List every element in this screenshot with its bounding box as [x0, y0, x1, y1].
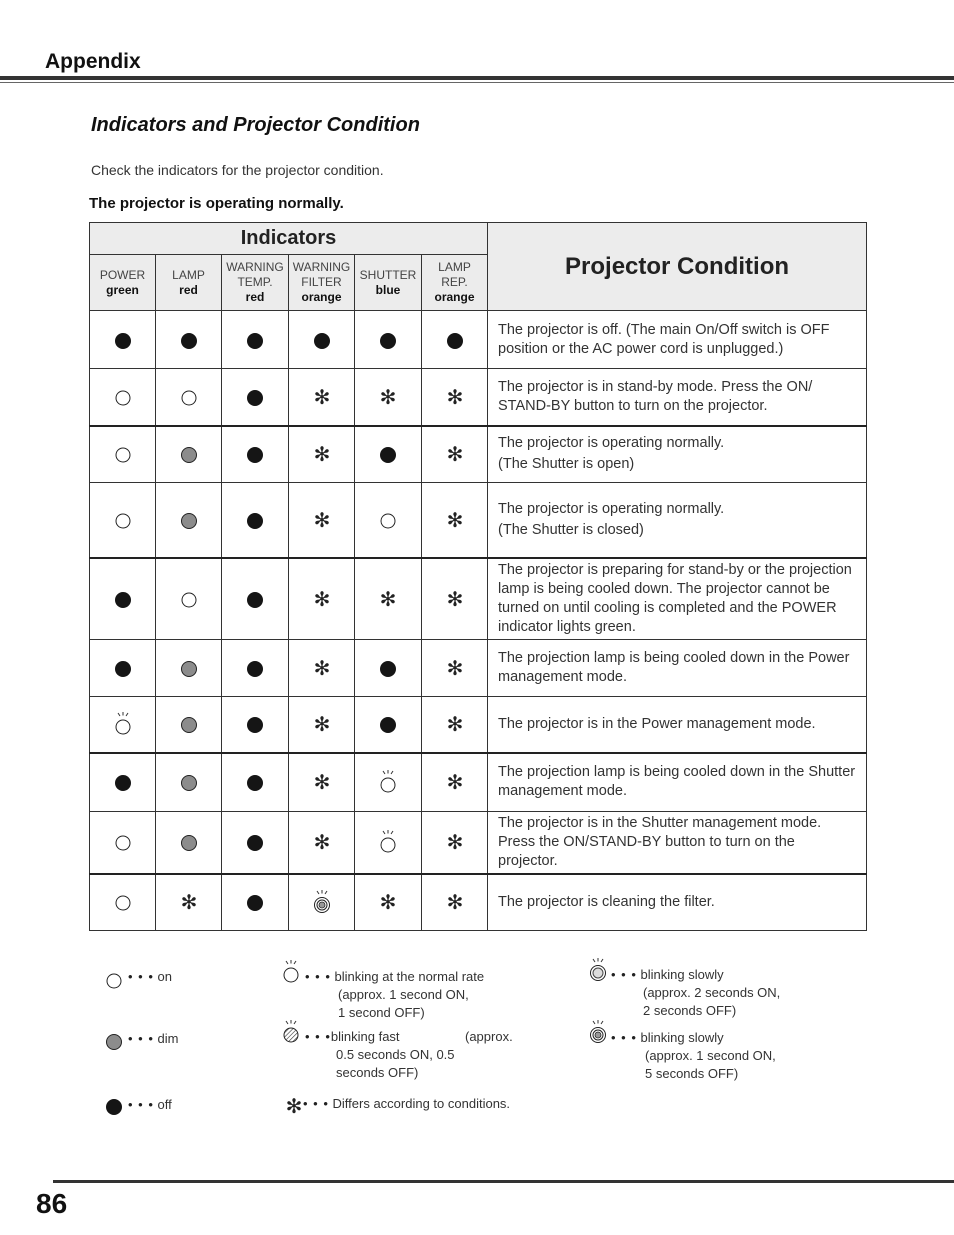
condition-text [488, 639, 867, 696]
condition-line: The projection lamp is being cooled down in the Shutter management mode. [498, 764, 856, 800]
indicator-cell [156, 483, 222, 558]
condition-text [488, 811, 867, 874]
legend-blink-normal-detail: (approx. 1 second ON, 1 second OFF) [338, 987, 469, 1020]
indicator-cell [422, 426, 488, 483]
subheading: The projector is operating normally. [89, 195, 344, 212]
table-row [90, 426, 867, 483]
indicator-cell [289, 639, 355, 696]
svg-text:✻: ✻ [446, 830, 463, 854]
indicator-off-icon [244, 830, 266, 854]
differs-asterisk-icon [444, 770, 466, 794]
indicator-cell [355, 639, 422, 696]
column-header-power [90, 255, 156, 311]
indicator-cell [355, 369, 422, 426]
column-header-warning-filter [289, 255, 355, 311]
indicator-cell [156, 874, 222, 931]
svg-text:✻: ✻ [313, 770, 330, 795]
svg-text:✻: ✻ [446, 655, 463, 680]
indicator-dim-icon [178, 830, 200, 854]
indicator-on-icon [103, 968, 125, 992]
differs-asterisk-icon [311, 712, 333, 736]
legend-dim: • • • dim [128, 1031, 179, 1046]
table-row [90, 558, 867, 640]
table-row [90, 483, 867, 558]
indicator-cell [289, 558, 355, 640]
indicator-cell [156, 696, 222, 753]
legend-blink-slow-a: • • • blinking slowly [611, 967, 724, 982]
header-rule [0, 76, 954, 80]
differs-asterisk-icon [311, 656, 333, 680]
indicator-cell [90, 811, 156, 874]
indicator-off-icon [244, 890, 266, 914]
indicator-dim-icon [103, 1029, 125, 1053]
column-label: POWER [99, 267, 146, 282]
column-label: WARNING [292, 260, 351, 274]
condition-line: The projector is operating normally. [498, 500, 725, 517]
header-rule-thin [0, 82, 954, 83]
legend-blink-fast-detail: 0.5 seconds ON, 0.5 seconds OFF) [336, 1047, 455, 1080]
differs-asterisk-icon [311, 442, 333, 466]
legend-differs-icon [283, 1094, 305, 1118]
indicator-on-icon [112, 442, 134, 466]
column-color: orange [434, 290, 475, 304]
section-title: Appendix [45, 50, 141, 73]
table-row [90, 811, 867, 874]
indicator-off-icon [444, 328, 466, 352]
indicator-cell [156, 753, 222, 811]
column-color: green [106, 282, 139, 297]
indicator-cell [422, 311, 488, 369]
differs-asterisk-icon [311, 770, 333, 794]
table-row [90, 369, 867, 426]
indicator-cell [355, 558, 422, 640]
indicator-cell [90, 426, 156, 483]
indicator-dim-icon [178, 770, 200, 794]
svg-text:✻: ✻ [180, 890, 197, 915]
legend-blink-slow-2s-icon [587, 958, 609, 982]
condition-line: The projector is off. (The main On/Off switch is OFF position or the AC power cord is unplugged.) [498, 321, 830, 357]
page-heading: Indicators and Projector Condition [91, 114, 420, 136]
indicator-off-icon [112, 656, 134, 680]
table-row [90, 753, 867, 811]
condition-line: The projector is in the Power management mode. [498, 715, 816, 732]
differs-asterisk-icon [377, 587, 399, 611]
condition-text [488, 874, 867, 931]
indicator-off-icon [112, 328, 134, 352]
column-label-2: REP. [441, 275, 468, 289]
indicator-table [89, 222, 867, 931]
indicator-on-icon [178, 385, 200, 409]
differs-asterisk-icon [444, 442, 466, 466]
indicator-off-icon [244, 442, 266, 466]
indicator-cell [289, 696, 355, 753]
legend-off: • • • off [128, 1097, 172, 1112]
condition-text [488, 753, 867, 811]
indicator-cell [222, 811, 289, 874]
differs-asterisk-icon [444, 587, 466, 611]
indicator-off-icon [311, 328, 333, 352]
condition-line-2: (The Shutter is closed) [498, 521, 644, 538]
blink-normal-icon [112, 712, 134, 736]
condition-text [488, 483, 867, 558]
column-color: orange [301, 290, 342, 304]
column-label: LAMP [172, 267, 205, 282]
column-color: blue [375, 282, 401, 297]
indicator-cell [422, 483, 488, 558]
indicator-cell [156, 369, 222, 426]
indicator-off-icon [377, 656, 399, 680]
svg-text:✻: ✻ [446, 770, 463, 795]
svg-text:✻: ✻ [313, 712, 330, 737]
indicator-dim-icon [178, 656, 200, 680]
indicator-cell [222, 874, 289, 931]
svg-text:✻: ✻ [313, 507, 330, 532]
indicator-cell [355, 874, 422, 931]
indicator-off-icon [244, 385, 266, 409]
indicator-off-icon [244, 508, 266, 532]
indicator-cell [222, 311, 289, 369]
legend-blink-normal: • • • blinking at the normal rate [305, 969, 485, 984]
column-label: SHUTTER [359, 267, 417, 282]
condition-text [488, 558, 867, 640]
condition-text [488, 696, 867, 753]
table-row [90, 696, 867, 753]
svg-text:✻: ✻ [446, 507, 463, 532]
column-label-2: FILTER [301, 275, 342, 289]
column-label-2: TEMP. [237, 275, 273, 289]
column-header-lamp [156, 255, 222, 311]
differs-asterisk-icon [444, 508, 466, 532]
indicator-cell [222, 639, 289, 696]
indicator-cell [289, 369, 355, 426]
differs-asterisk-icon [283, 1094, 305, 1118]
svg-text:✻: ✻ [285, 1094, 303, 1118]
indicator-cell [355, 753, 422, 811]
indicator-cell [222, 753, 289, 811]
indicator-cell [156, 558, 222, 640]
indicator-cell [289, 811, 355, 874]
legend-on: • • • on [128, 969, 172, 984]
legend-blink-fast-icon [280, 1020, 302, 1044]
differs-asterisk-icon [444, 712, 466, 736]
indicator-cell [289, 874, 355, 931]
indicator-off-icon [112, 770, 134, 794]
indicator-cell [422, 639, 488, 696]
condition-header: Projector Condition [488, 223, 867, 311]
differs-asterisk-icon [444, 656, 466, 680]
indicator-cell [422, 369, 488, 426]
blink-normal-icon [377, 830, 399, 854]
indicator-cell [156, 426, 222, 483]
condition-line: The projector is in stand-by mode. Press the ON/ STAND-BY button to turn on the projector. [498, 378, 813, 414]
column-header-warning-temp [222, 255, 289, 311]
indicator-cell [222, 696, 289, 753]
indicator-cell [355, 696, 422, 753]
page-number: 86 [36, 1188, 68, 1219]
svg-text:✻: ✻ [313, 442, 330, 467]
indicator-cell [422, 874, 488, 931]
legend-off-icon [103, 1094, 125, 1118]
svg-text:✻: ✻ [313, 586, 330, 611]
indicator-cell [90, 874, 156, 931]
indicator-cell [222, 558, 289, 640]
svg-text:✻: ✻ [446, 890, 463, 915]
indicator-cell [422, 811, 488, 874]
indicator-off-icon [178, 328, 200, 352]
differs-asterisk-icon [444, 385, 466, 409]
indicator-on-icon [112, 830, 134, 854]
differs-asterisk-icon [377, 385, 399, 409]
table-row [90, 639, 867, 696]
condition-line: The projector is in the Shutter management mode. Press the ON/STAND-BY button to turn on the projector. [498, 814, 822, 869]
indicator-off-icon [377, 442, 399, 466]
indicator-off-icon [112, 587, 134, 611]
indicator-dim-icon [178, 442, 200, 466]
indicator-cell [355, 426, 422, 483]
differs-asterisk-icon [311, 385, 333, 409]
indicator-cell [422, 753, 488, 811]
indicator-off-icon [244, 712, 266, 736]
indicator-dim-icon [178, 508, 200, 532]
footer-rule [53, 1180, 954, 1183]
indicator-on-icon [112, 890, 134, 914]
condition-line: The projector is cleaning the filter. [498, 893, 715, 910]
blink-fast-icon [280, 1020, 302, 1044]
differs-asterisk-icon [377, 890, 399, 914]
condition-text [488, 311, 867, 369]
svg-text:✻: ✻ [446, 712, 463, 737]
indicator-on-icon [112, 508, 134, 532]
svg-text:✻: ✻ [379, 586, 397, 611]
table-row [90, 874, 867, 931]
legend-blink-slow-a-detail: (approx. 2 seconds ON, 2 seconds OFF) [643, 985, 781, 1018]
indicator-cell [90, 311, 156, 369]
legend-blink-fast-approx: (approx. [465, 1029, 513, 1044]
intro-text: Check the indicators for the projector condition. [91, 162, 384, 178]
indicator-cell [156, 811, 222, 874]
indicator-off-icon [244, 328, 266, 352]
indicator-off-icon [377, 328, 399, 352]
table-row [90, 311, 867, 369]
indicator-off-icon [244, 656, 266, 680]
indicator-cell [222, 369, 289, 426]
condition-text [488, 426, 867, 483]
condition-text [488, 369, 867, 426]
differs-asterisk-icon [178, 890, 200, 914]
indicator-cell [355, 483, 422, 558]
indicator-on-icon [112, 385, 134, 409]
indicator-cell [90, 639, 156, 696]
svg-text:✻: ✻ [446, 442, 463, 467]
legend-blink-normal-icon [280, 960, 302, 984]
differs-asterisk-icon [444, 830, 466, 854]
blink-slow-1s-icon [311, 890, 333, 914]
legend-on-icon [103, 968, 125, 992]
indicator-cell [289, 483, 355, 558]
differs-asterisk-icon [311, 830, 333, 854]
indicators-header: Indicators [90, 223, 488, 255]
svg-text:✻: ✻ [379, 890, 397, 915]
indicator-cell [90, 696, 156, 753]
legend-blink-slow-1s-icon [587, 1020, 609, 1044]
column-header-lamp-rep [422, 255, 488, 311]
condition-line: The projector is preparing for stand-by or the projection lamp is being cooled down. The projector cannot be turned on until cooling is completed and the POWER indicator lights green. [498, 561, 852, 635]
indicator-cell [222, 426, 289, 483]
indicator-cell [90, 483, 156, 558]
indicator-cell [90, 753, 156, 811]
differs-asterisk-icon [311, 508, 333, 532]
column-label: LAMP [438, 260, 471, 274]
indicator-cell [90, 558, 156, 640]
legend-blink-slow-b: • • • blinking slowly [611, 1030, 724, 1045]
indicator-cell [422, 696, 488, 753]
indicator-off-icon [244, 587, 266, 611]
column-color: red [245, 290, 265, 304]
legend-blink-fast: • • •blinking fast [305, 1029, 400, 1044]
svg-text:✻: ✻ [313, 830, 330, 854]
svg-text:✻: ✻ [446, 586, 463, 611]
svg-text:✻: ✻ [313, 384, 330, 409]
indicator-cell [289, 311, 355, 369]
indicator-off-icon [377, 712, 399, 736]
blink-slow-1s-icon [587, 1020, 609, 1044]
svg-text:✻: ✻ [313, 655, 330, 680]
legend-dim-icon [103, 1029, 125, 1053]
condition-line: The projector is operating normally. [498, 435, 725, 452]
indicator-cell [289, 753, 355, 811]
indicator-cell [289, 426, 355, 483]
differs-asterisk-icon [311, 587, 333, 611]
indicator-cell [156, 311, 222, 369]
blink-slow-2s-icon [587, 958, 609, 982]
indicator-off-icon [103, 1094, 125, 1118]
legend-blink-slow-b-detail: (approx. 1 second ON, 5 seconds OFF) [645, 1048, 776, 1081]
column-color: red [179, 282, 198, 297]
indicator-on-icon [178, 587, 200, 611]
column-header-shutter [355, 255, 422, 311]
blink-normal-icon [280, 960, 302, 984]
differs-asterisk-icon [444, 890, 466, 914]
svg-text:✻: ✻ [379, 384, 397, 409]
legend-differs: • • • Differs according to conditions. [303, 1096, 511, 1111]
indicator-dim-icon [178, 712, 200, 736]
indicator-cell [355, 311, 422, 369]
indicator-cell [156, 639, 222, 696]
indicator-on-icon [377, 508, 399, 532]
blink-normal-icon [377, 770, 399, 794]
condition-line: The projection lamp is being cooled down in the Power management mode. [498, 649, 850, 685]
indicator-cell [90, 369, 156, 426]
indicator-cell [355, 811, 422, 874]
condition-line-2: (The Shutter is open) [498, 456, 635, 473]
indicator-cell [222, 483, 289, 558]
column-label: WARNING [226, 260, 284, 274]
svg-text:✻: ✻ [446, 384, 463, 409]
indicator-cell [422, 558, 488, 640]
indicator-off-icon [244, 770, 266, 794]
